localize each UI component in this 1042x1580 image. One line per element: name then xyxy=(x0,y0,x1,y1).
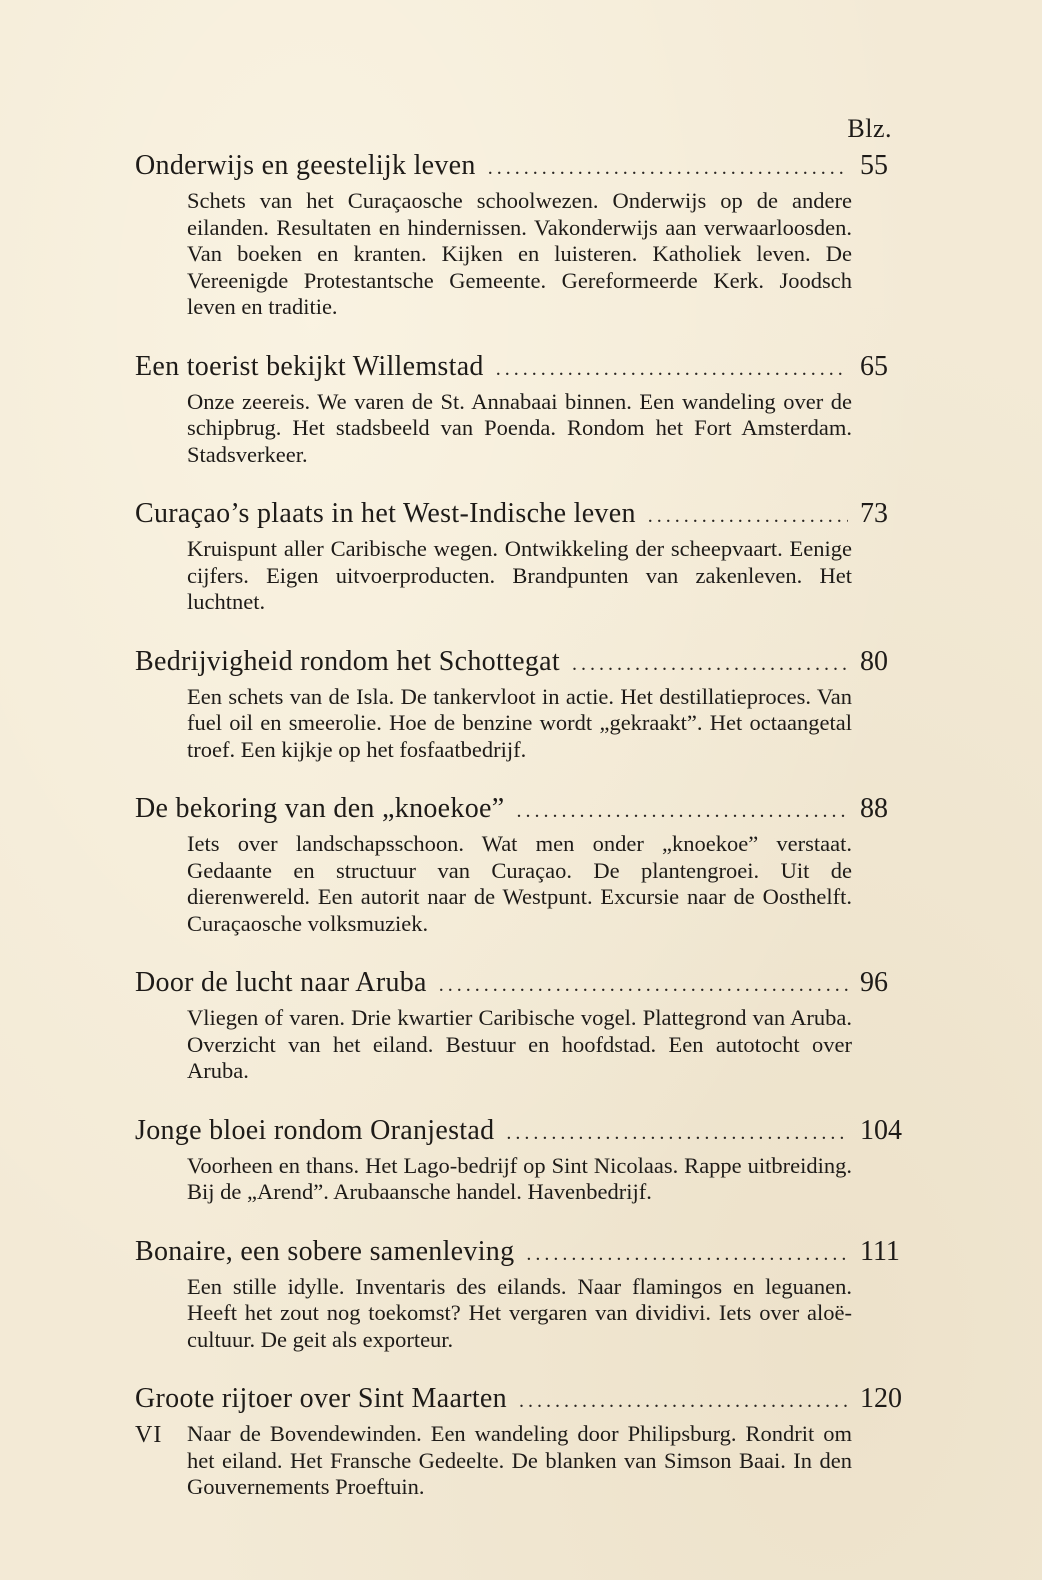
dot-leader xyxy=(526,1234,848,1274)
toc-entry-description: Iets over landschapsschoon. Wat men onder „knoekoe” verstaat. Gedaante en structuur van Curaçao. De plantengroei. Uit de dierenwereld. Een autorit naar de Westpunt. Excursie naar de Oosthelft. Curaçaosche volksmuziek. xyxy=(187,831,852,936)
dot-leader xyxy=(572,644,848,684)
dot-leader xyxy=(496,349,848,389)
dot-leader xyxy=(488,148,848,188)
toc-entry-description: Voorheen en thans. Het Lago-bedrijf op Sint Nicolaas. Rappe uitbreiding. Bij de „Arend”. Arubaansche handel. Havenbedrijf. xyxy=(187,1152,852,1204)
toc-entry-heading xyxy=(135,1232,915,1274)
toc-entry-heading xyxy=(135,1379,915,1421)
page-number: VI xyxy=(135,1422,163,1448)
toc-entry-heading xyxy=(135,963,915,1005)
toc-entry xyxy=(135,1111,915,1206)
toc-entry-heading xyxy=(135,146,915,188)
toc-entry-description: Vliegen of varen. Drie kwartier Caribische vogel. Plattegrond van Aruba. Overzicht van het eiland. Bestuur en hoofdstad. Een autotocht over Aruba. xyxy=(187,1005,852,1083)
toc-entry-title: Door de lucht naar Aruba xyxy=(135,967,427,998)
toc-entry-heading xyxy=(135,347,915,389)
toc-entry xyxy=(135,1379,915,1501)
toc-entry-page: 80 xyxy=(860,645,888,677)
toc-entry-description: Een stille idylle. Inventaris des eilands. Naar flamingos en leguanen. Heeft het zout nog toekomst? Het vergaren van dividivi. Iets over aloë-cultuur. De geit als exporteur. xyxy=(187,1273,852,1352)
toc-entry xyxy=(135,146,915,321)
toc-entry-heading xyxy=(135,494,915,536)
table-of-contents xyxy=(135,146,915,1527)
toc-entry-page: 120 xyxy=(860,1383,902,1414)
dot-leader xyxy=(439,965,848,1005)
toc-entry-title: Groote rijtoer over Sint Maarten xyxy=(135,1383,507,1414)
toc-entry-description: Schets van het Curaçaosche schoolwezen. Onderwijs op de andere eilanden. Resultaten en hindernissen. Vakonderwijs aan verwaarloosden. Van boeken en kranten. Kijken en luisteren. Katholiek leven. De Vereenigde Protestantsche Gemeente. Gereformeerde Kerk. Joodsch leven en traditie. xyxy=(187,188,852,319)
toc-entry xyxy=(135,642,915,764)
dot-leader xyxy=(648,496,848,536)
toc-entry-title: Jonge bloei rondom Oranjestad xyxy=(135,1114,495,1146)
toc-entry-page: 65 xyxy=(860,350,888,382)
toc-entry-title: Onderwijs en geestelijk leven xyxy=(135,150,476,181)
page-column-label: Blz. xyxy=(847,114,892,143)
toc-entry xyxy=(135,963,915,1085)
toc-entry-page: 111 xyxy=(860,1235,900,1267)
toc-entry-description: Kruispunt aller Caribische wegen. Ontwikkeling der scheepvaart. Eenige cijfers. Eigen uitvoerproducten. Brandpunten van zakenleven. Het luchtnet. xyxy=(187,536,852,614)
toc-entry-description: Onze zeereis. We varen de St. Annabaai binnen. Een wandeling over de schipbrug. Het stadsbeeld van Poenda. Rondom het Fort Amsterdam. Stadsverkeer. xyxy=(187,388,852,467)
toc-entry-description: Een schets van de Isla. De tankervloot in actie. Het destillatieproces. Van fuel oil en smeerolie. Hoe de benzine wordt „gekraakt”. Het octaangetal troef. Een kijkje op het fosfaatbedrijf. xyxy=(187,683,852,762)
dot-leader xyxy=(506,1113,848,1153)
toc-entry-page: 55 xyxy=(860,150,888,181)
toc-entry-page: 73 xyxy=(860,498,888,529)
toc-entry-title: Bedrijvigheid rondom het Schottegat xyxy=(135,645,560,677)
toc-entry-title: Curaçao’s plaats in het West-Indische leven xyxy=(135,498,636,529)
toc-entry-description: Naar de Bovendewinden. Een wandeling door Philipsburg. Rondrit om het eiland. Het Fransche Gedeelte. De blanken van Simson Baai. In den Gouvernements Proeftuin. xyxy=(187,1421,852,1499)
toc-entry-page: 104 xyxy=(860,1114,902,1146)
toc-entry xyxy=(135,1232,915,1354)
toc-entry-page: 88 xyxy=(860,793,888,824)
toc-entry-page: 96 xyxy=(860,967,888,998)
dot-leader xyxy=(516,791,848,831)
toc-entry-title: Bonaire, een sobere samenleving xyxy=(135,1235,515,1267)
toc-entry-title: De bekoring van den „knoekoe” xyxy=(135,793,505,824)
dot-leader xyxy=(519,1381,848,1421)
toc-entry-heading xyxy=(135,642,915,684)
toc-entry xyxy=(135,347,915,469)
toc-entry xyxy=(135,789,915,937)
toc-entry-heading xyxy=(135,1111,915,1153)
toc-entry-heading xyxy=(135,789,915,831)
toc-entry xyxy=(135,494,915,616)
toc-entry-title: Een toerist bekijkt Willemstad xyxy=(135,350,484,382)
